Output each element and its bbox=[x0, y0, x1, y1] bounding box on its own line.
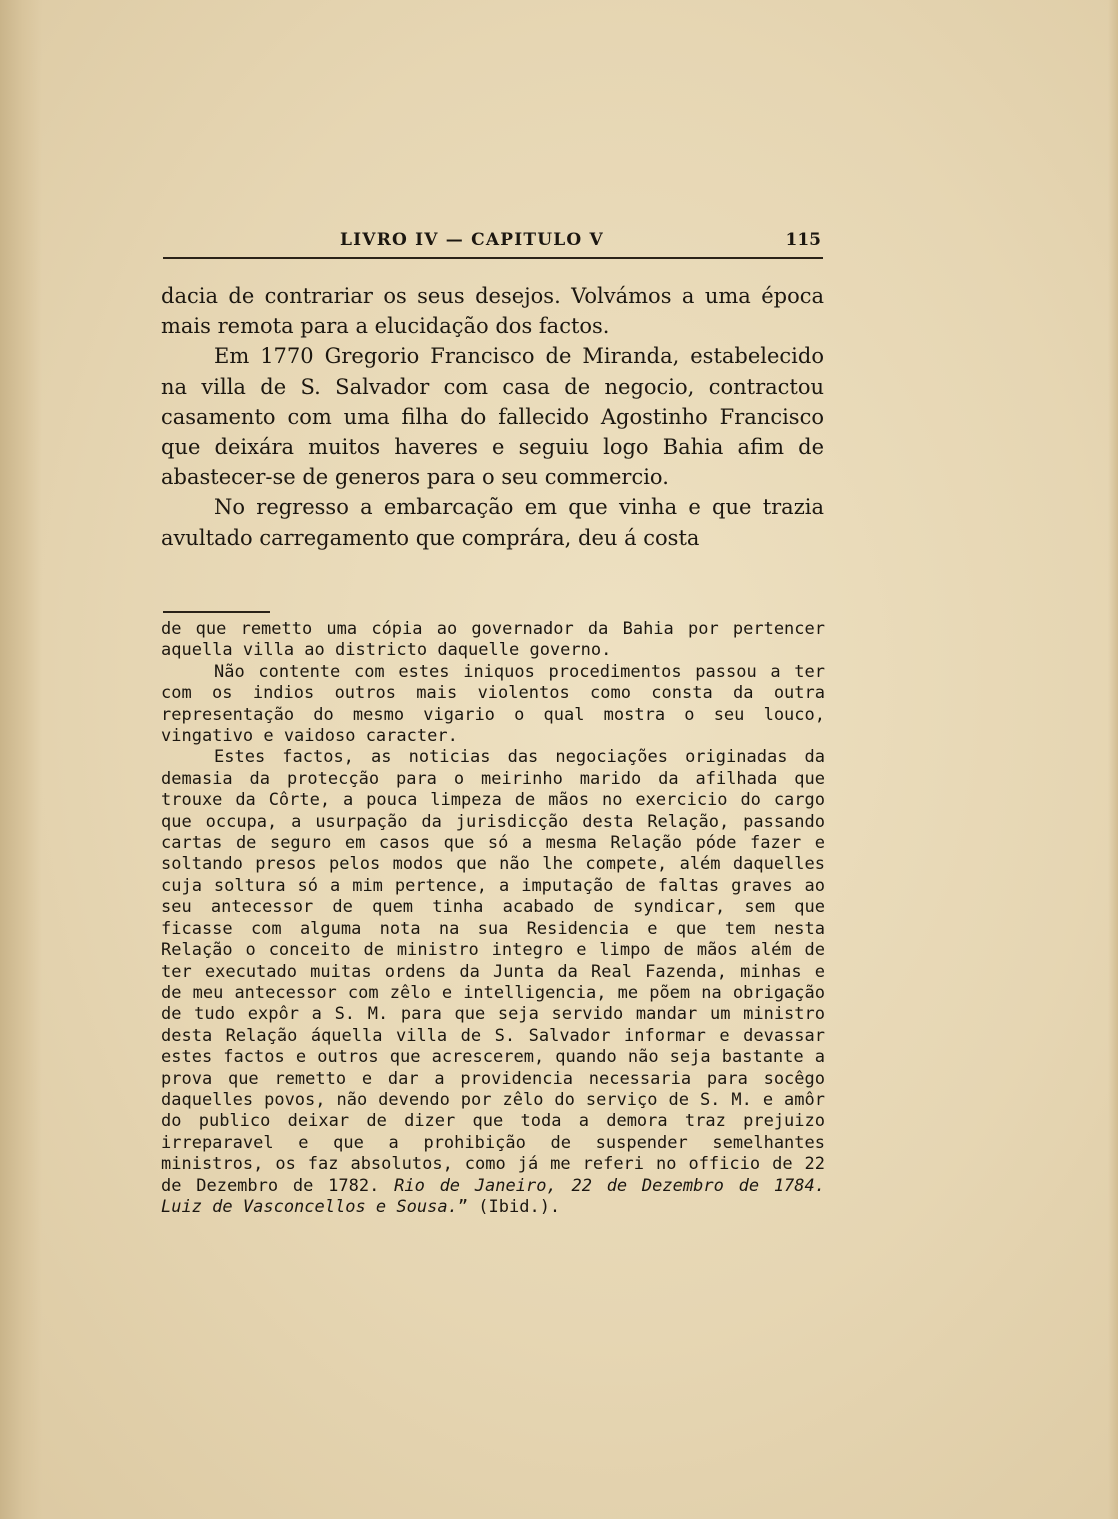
footnote-signature: Rio de Janeiro, 22 de Dezembro de 1784. Luiz de Vasconcellos e Sousa. bbox=[161, 1175, 825, 1217]
footnote-paragraph: de que remetto uma cópia ao governador da Bahia por pertencer aquella villa ao districto daquelle governo. bbox=[161, 619, 825, 661]
footnote-citation: ” (Ibid.). bbox=[457, 1196, 561, 1217]
footnote-paragraph: Não contente com estes iniquos procedimentos passou a ter com os indios outros mais violentos como consta da outra representação do mesmo vigario o qual mostra o seu louco, vingativo e vaidoso caracter. bbox=[161, 661, 825, 747]
main-text bbox=[161, 281, 824, 553]
paragraph: Em 1770 Gregorio Francisco de Miranda, estabelecido na villa de S. Salvador com casa de negocio, contractou casamento com uma filha do fallecido Agostinho Francisco que deixára muitos haveres e seguiu logo Bahia afim de abastecer-se de generos para o seu commercio. bbox=[161, 344, 824, 490]
footnote bbox=[161, 619, 825, 1218]
page-edge-shadow bbox=[1108, 0, 1118, 1519]
running-head: LIVRO IV — CAPITULO V bbox=[340, 230, 604, 250]
footnote-paragraph bbox=[161, 747, 825, 1218]
footnote-text: Estes factos, as noticias das negociações originadas da demasia da protecção para o meirinho marido da afilhada que trouxe da Côrte, a pouca limpeza de mãos no exercicio do cargo que occupa, a usurpação da jurisdicção desta Relação, passando cartas de seguro em casos que só a mesma Relação póde fazer e soltando presos pelos modos que não lhe compete, além daquelles cuja soltura só a mim pertence, a imputação de faltas graves ao seu antecessor de quem tinha acabado de syndicar, sem que ficasse com alguma nota na sua Residencia e que tem nesta Relação o conceito de ministro integro e limpo de mãos além de ter executado muitas ordens da Junta da Real Fazenda, minhas e de meu antecessor com zêlo e intelligencia, me põem na obrigação de tudo expôr a S. M. para que seja servido mandar um ministro desta Relação áquella villa de S. Salvador informar e devassar estes factos e outros que acrescerem, quando não seja bastante a prova que remetto e dar a providencia necessaria para socêgo daquelles povos, não devendo por zêlo do serviço de S. M. e amôr do publico deixar de dizer que toda a demora traz prejuizo irreparavel e que a prohibição de suspender semelhantes ministros, os faz absolutos, como já me referi no officio de 22 de Dezembro de 1782. bbox=[161, 747, 825, 1196]
page-spine-shadow bbox=[0, 0, 42, 1519]
paragraph: No regresso a embarcação em que vinha e que trazia avultado carregamento que comprára, deu á costa bbox=[161, 495, 824, 550]
footnote-rule bbox=[163, 611, 270, 613]
paragraph: dacia de contrariar os seus desejos. Volvámos a uma época mais remota para a elucidação dos factos. bbox=[161, 284, 824, 339]
page-number: 115 bbox=[785, 230, 821, 250]
header-rule bbox=[163, 257, 823, 259]
page-header bbox=[163, 228, 823, 258]
